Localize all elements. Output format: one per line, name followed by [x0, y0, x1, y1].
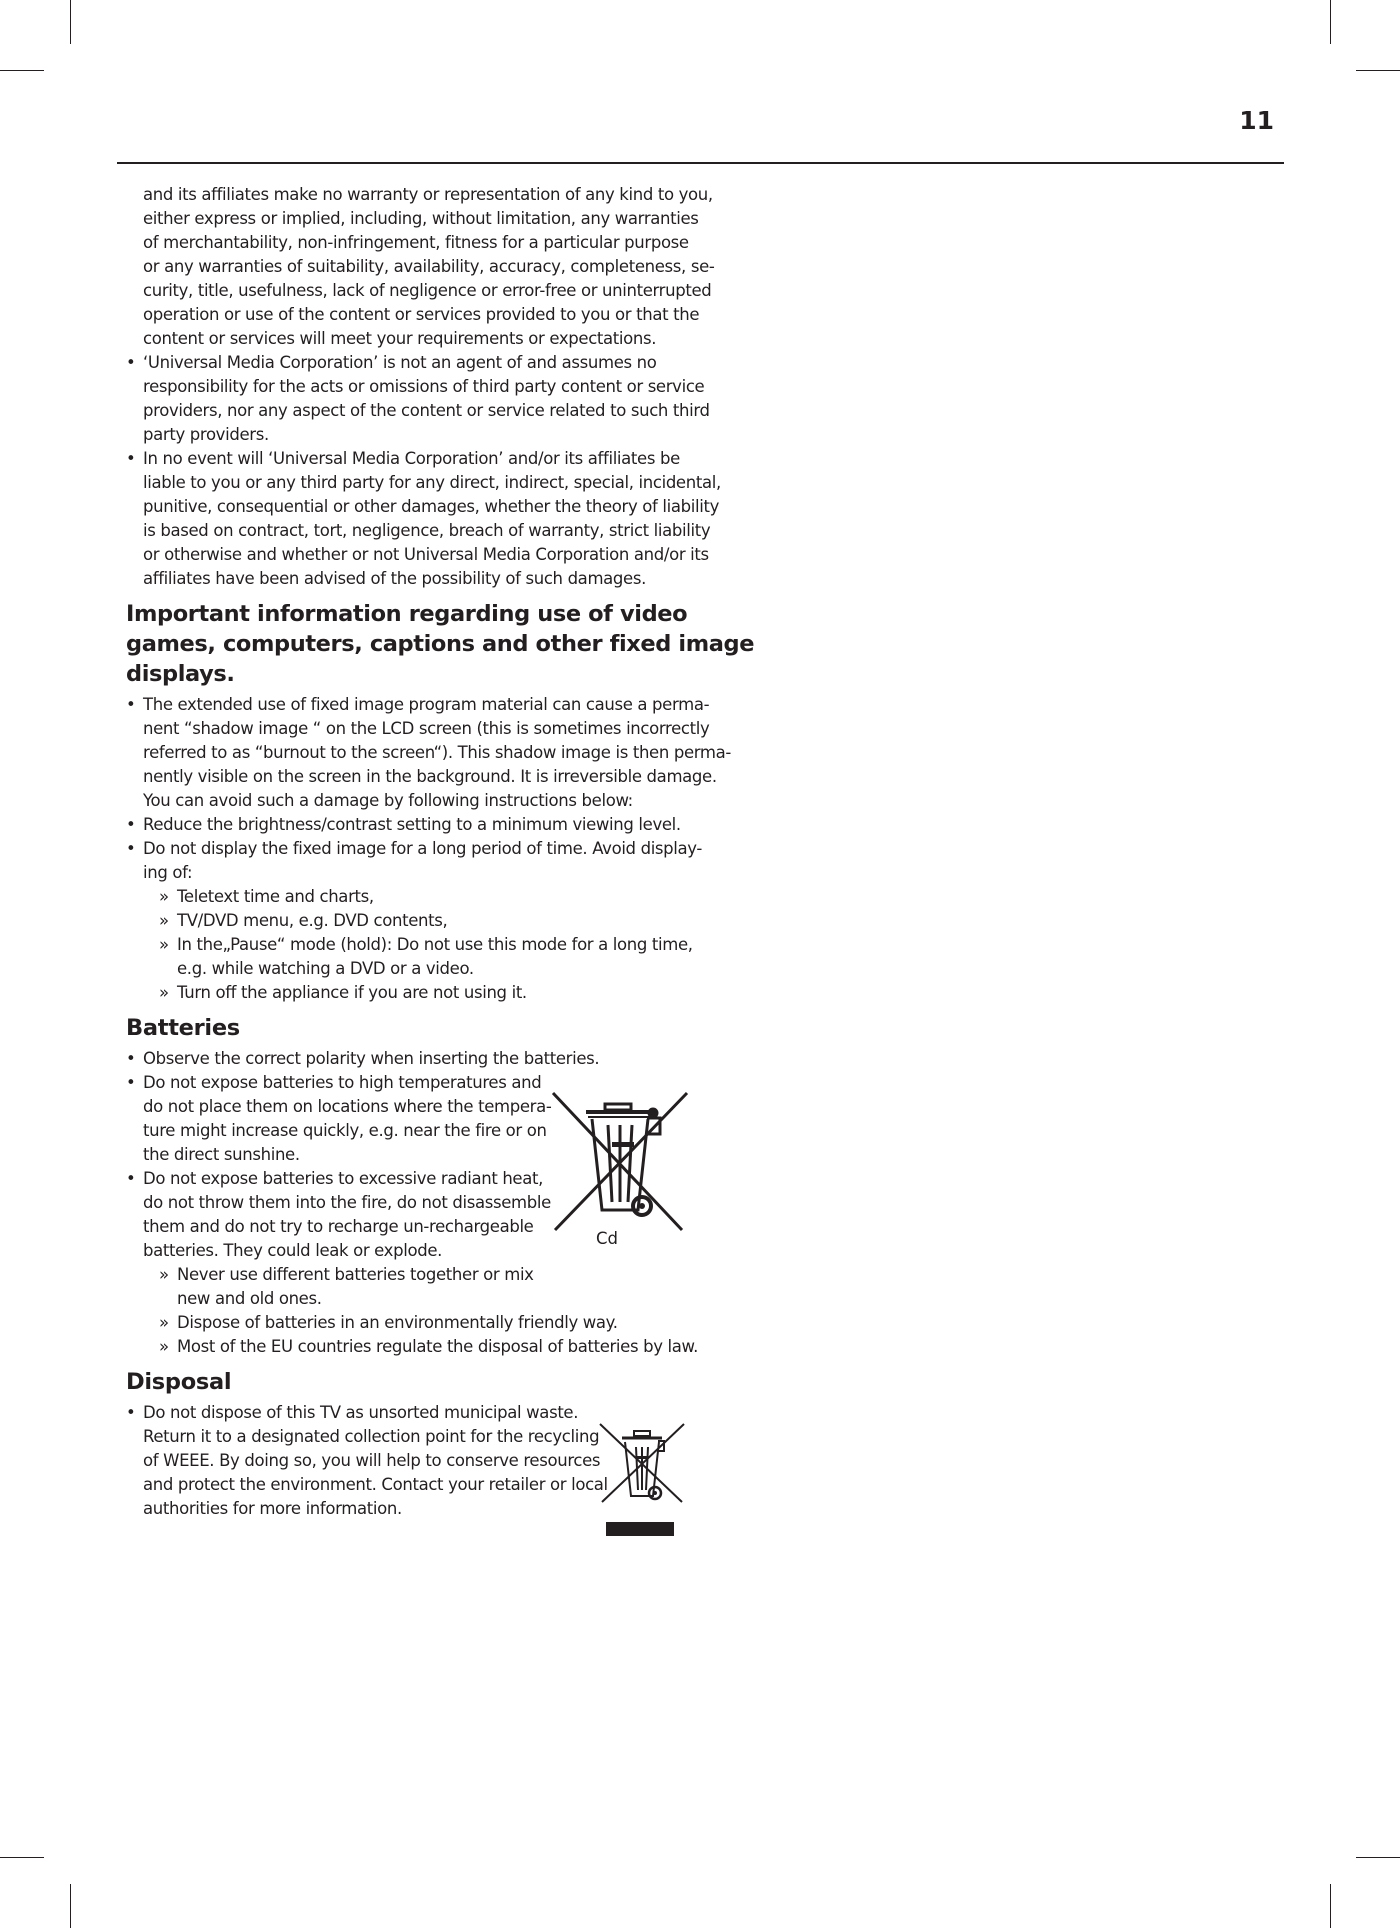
text-line: and its affiliates make no warranty or representation of any kind to you,	[143, 185, 713, 204]
text-line: You can avoid such a damage by following instructions below:	[143, 791, 633, 810]
text-line: affiliates have been advised of the possibility of such damages.	[143, 569, 646, 588]
main-column	[126, 183, 755, 1521]
text-line: content or services will meet your requirements or expectations.	[143, 329, 657, 348]
bullet-item: • Do not dispose of this TV as unsorted municipal waste.	[126, 1401, 696, 1425]
bullet-item: • Observe the correct polarity when inserting the batteries.	[126, 1047, 696, 1071]
text-line: nent “shadow image “ on the LCD screen (this is sometimes incorrectly	[143, 719, 710, 738]
text-line: of WEEE. By doing so, you will help to conserve resources	[143, 1451, 601, 1470]
text-line: punitive, consequential or other damages, whether the theory of liability	[143, 497, 719, 516]
section-heading: Batteries	[126, 1015, 240, 1041]
cadmium-label: Cd	[596, 1229, 618, 1248]
sub-item: » Teletext time and charts,	[126, 885, 696, 909]
section-fixed-image	[126, 599, 755, 1005]
bullet-item: • ‘Universal Media Corporation’ is not an agent of and assumes no	[126, 351, 696, 375]
text-line: authorities for more information.	[143, 1499, 402, 1518]
text-line: liable to you or any third party for any direct, indirect, special, incidental,	[143, 473, 721, 492]
sub-item: » TV/DVD menu, e.g. DVD contents,	[126, 909, 696, 933]
bullet-item: • Reduce the brightness/contrast setting to a minimum viewing level.	[126, 813, 696, 837]
text-line: of merchantability, non-infringement, fitness for a particular purpose	[143, 233, 689, 252]
crop-mark	[1330, 0, 1331, 44]
text-line: Return it to a designated collection point for the recycling	[143, 1427, 600, 1446]
text-line: ing of:	[143, 863, 193, 882]
crop-mark	[0, 1857, 44, 1858]
text-line: new and old ones.	[177, 1289, 322, 1308]
text-line: providers, nor any aspect of the content or service related to such third	[143, 401, 710, 420]
bullet-item: • The extended use of fixed image program material can cause a perma-	[126, 693, 696, 717]
sub-item: » Dispose of batteries in an environmentally friendly way.	[126, 1311, 696, 1335]
crop-mark	[70, 1884, 71, 1928]
text-line: is based on contract, tort, negligence, breach of warranty, strict liability	[143, 521, 711, 540]
weee-bin-icon	[598, 1420, 686, 1540]
section-heading: Disposal	[126, 1369, 232, 1395]
bullet-list	[126, 351, 721, 591]
text-line: the direct sunshine.	[143, 1145, 300, 1164]
crop-mark	[0, 70, 44, 71]
sub-item: » Most of the EU countries regulate the disposal of batteries by law.	[126, 1335, 696, 1359]
bullet-item: • Do not expose batteries to excessive radiant heat,	[126, 1167, 696, 1191]
text-line: responsibility for the acts or omissions of third party content or service	[143, 377, 705, 396]
crop-mark	[1356, 1857, 1400, 1858]
crossed-bin-battery-icon	[550, 1090, 690, 1235]
crop-mark	[1330, 1884, 1331, 1928]
text-line: curity, title, usefulness, lack of negligence or error-free or uninterrupted	[143, 281, 712, 300]
heading-line: games, computers, captions and other fixed image	[126, 631, 755, 657]
text-line: or otherwise and whether or not Universal Media Corporation and/or its	[143, 545, 709, 564]
text-line: batteries. They could leak or explode.	[143, 1241, 443, 1260]
text-line: nently visible on the screen in the background. It is irreversible damage.	[143, 767, 717, 786]
heading-line: Important information regarding use of video	[126, 601, 688, 627]
text-line: referred to as “burnout to the screen“). This shadow image is then perma-	[143, 743, 732, 762]
text-line: and protect the environment. Contact your retailer or local	[143, 1475, 608, 1494]
bullet-item: • In no event will ‘Universal Media Corporation’ and/or its affiliates be	[126, 447, 696, 471]
text-line: party providers.	[143, 425, 269, 444]
text-line: them and do not try to recharge un-rechargeable	[143, 1217, 534, 1236]
sub-item: » Never use different batteries together or mix	[126, 1263, 696, 1287]
text-line: or any warranties of suitability, availability, accuracy, completeness, se-	[143, 257, 715, 276]
crop-mark	[70, 0, 71, 44]
crop-mark	[1356, 70, 1400, 71]
text-line: e.g. while watching a DVD or a video.	[177, 959, 474, 978]
text-line: operation or use of the content or services provided to you or that the	[143, 305, 700, 324]
text-line: ture might increase quickly, e.g. near the fire or on	[143, 1121, 547, 1140]
sub-item: » Turn off the appliance if you are not using it.	[126, 981, 696, 1005]
heading-line: displays.	[126, 661, 235, 687]
text-line: do not place them on locations where the tempera-	[143, 1097, 552, 1116]
text-line: either express or implied, including, without limitation, any warranties	[143, 209, 699, 228]
header-rule	[117, 162, 1284, 164]
sub-item: » In the„Pause“ mode (hold): Do not use this mode for a long time,	[126, 933, 696, 957]
section-heading	[126, 599, 755, 689]
page-number: 11	[1239, 106, 1274, 135]
intro-paragraph	[126, 183, 715, 351]
text-line: do not throw them into the fire, do not disassemble	[143, 1193, 551, 1212]
bullet-item: • Do not display the fixed image for a long period of time. Avoid display-	[126, 837, 696, 861]
bullet-item: • Do not expose batteries to high temperatures and	[126, 1071, 696, 1095]
